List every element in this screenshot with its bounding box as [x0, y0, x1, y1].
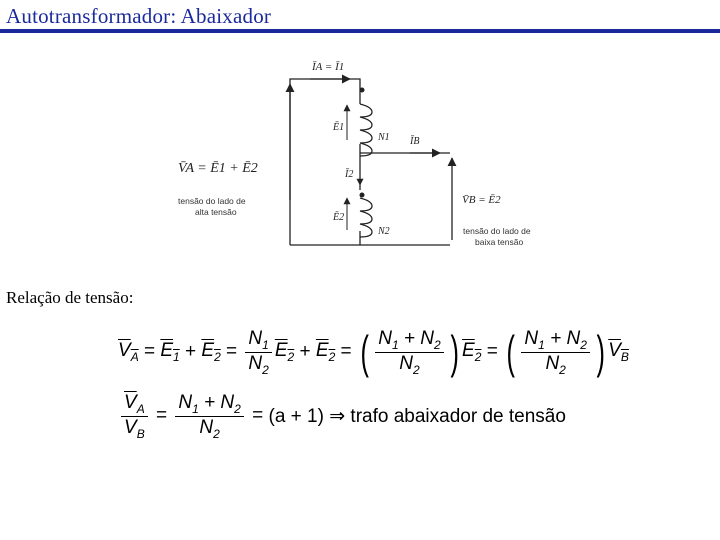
eq1-e2d: $E_2$: [462, 340, 482, 364]
n1-coil: [360, 104, 372, 156]
eq2-sum-over-n2: $\frac{N_1 + N_2}{N_2}$: [175, 392, 243, 441]
voltage-relation-heading: Relação de tensão:: [6, 288, 134, 307]
vb-equation: V̄B = Ē2: [462, 194, 501, 206]
ib-label: ĪB: [410, 136, 420, 147]
autotransformer-circuit-diagram: [0, 40, 720, 255]
e2-label: Ē2: [333, 212, 345, 223]
eq1-va: $V_A$: [118, 340, 139, 364]
eq1-e2: $E_2$: [201, 340, 221, 364]
eq1-e1: $E_1$: [160, 340, 180, 364]
eq1-n1-over-n2: $\frac{N_1}{N_2}$: [245, 328, 271, 377]
n1-label: N1: [378, 132, 390, 143]
high-side-wire: [290, 79, 360, 245]
i2-label: Ī2: [345, 169, 354, 180]
n2-coil: [360, 198, 372, 237]
eq1-e2c: $E_2$: [315, 340, 336, 364]
va-equation: V̄A = Ē1 + Ē2: [178, 161, 258, 176]
voltage-equation-2: $\frac{\overline{V}_A}{\overline{V}_B}$ = $\frac{N_1 + N_2}{N_2}$ = (a + 1) ⇒ trafo abaixador de tensão: [118, 388, 566, 444]
high-side-caption-line1: tensão do lado de: [178, 196, 246, 206]
high-side-caption-line2: alta tensão: [195, 207, 237, 217]
e1-label: Ē1: [333, 122, 345, 133]
low-side-caption-line2: baixa tensão: [475, 237, 524, 247]
n1-polarity-dot: [360, 88, 365, 93]
eq1-vb: $V_B$: [608, 340, 629, 364]
eq2-va-over-vb: $\frac{\overline{V}_A}{\overline{V}_B}$: [121, 392, 148, 441]
n2-label: N2: [378, 226, 390, 237]
voltage-equation-1: $V_A$ = $E_1$ + $E_2$ = $\frac{N_1}{N_2}$ $E_2$ + $E_2$ = ( $\frac{N_1 + N_2}{N_2}$ ) $E_2$ = ( $\frac{N_1 + N_2}{N_2}$ ) $V_B$: [118, 326, 629, 378]
ia-label: ĪA = Ī1: [312, 61, 345, 73]
n2-polarity-dot: [360, 193, 365, 198]
page-title: Autotransformador: Abaixador: [6, 4, 272, 28]
eq1-sum-over-n2-a: $\frac{N_1 + N_2}{N_2}$: [375, 328, 443, 377]
eq1-e2b: $E_2$: [274, 340, 295, 364]
low-side-caption-line1: tensão do lado de: [463, 226, 531, 236]
title-underline: [0, 29, 720, 33]
eq1-sum-over-n2-b: $\frac{N_1 + N_2}{N_2}$: [521, 328, 589, 377]
eq2-result: (a + 1) ⇒ trafo abaixador de tensão: [268, 405, 566, 427]
